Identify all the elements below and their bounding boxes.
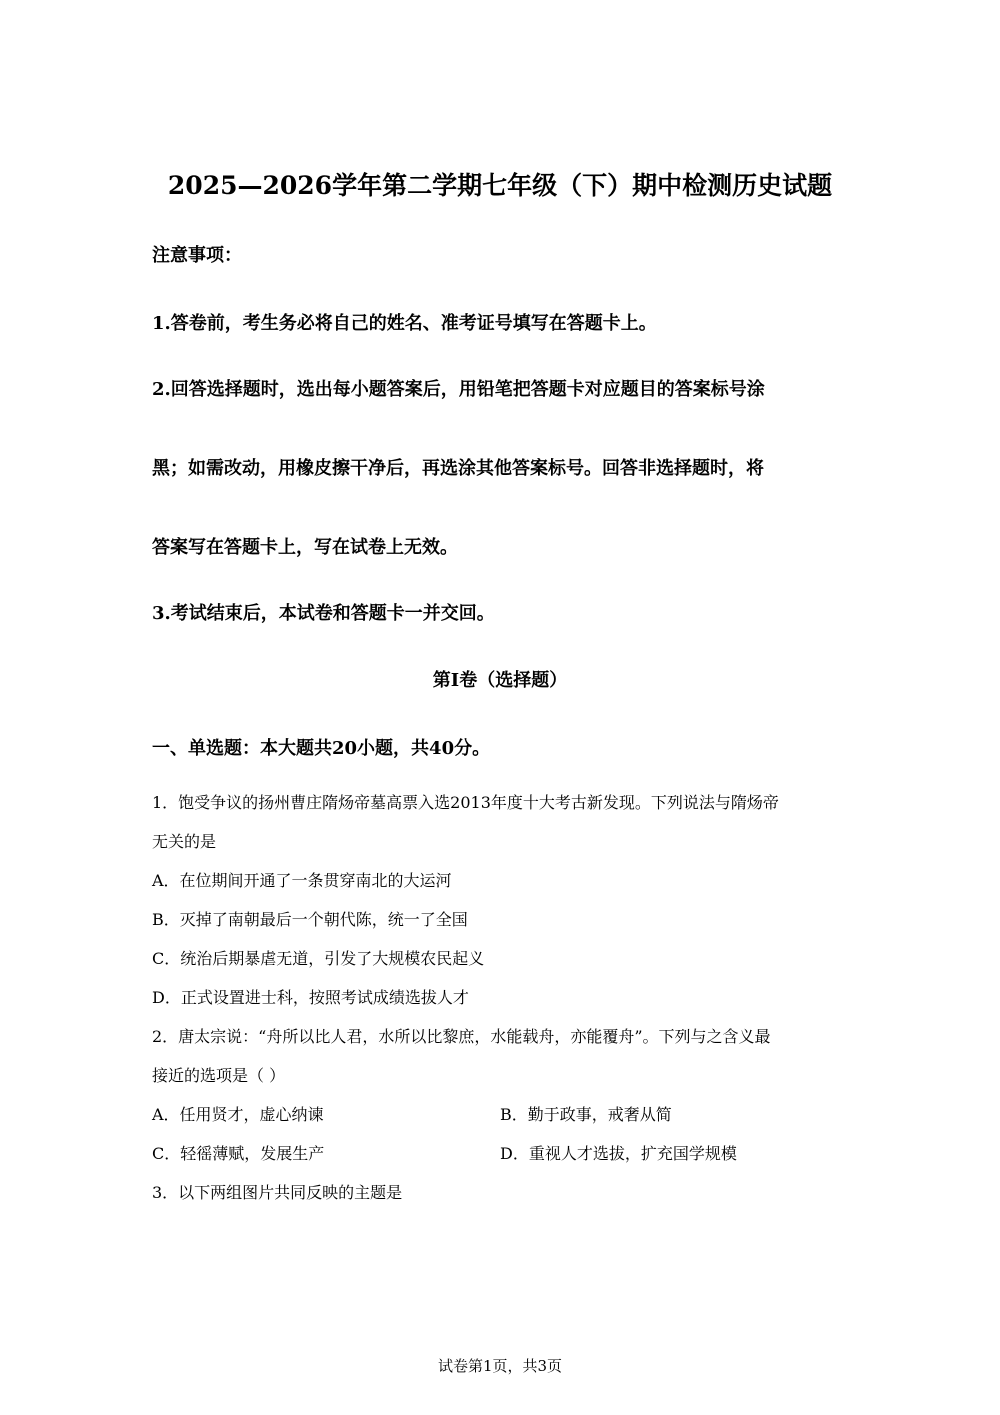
question-1-stem-cont: 无关的是: [152, 832, 217, 851]
part-heading: 一、单选题：本大题共20小题，共40分。: [152, 738, 491, 759]
question-1-option-a: A．在位期间开通了一条贯穿南北的大运河: [152, 871, 452, 890]
question-2-stem-cont: 接近的选项是（ ）: [152, 1066, 286, 1085]
notice-line-2c: 答案写在答题卡上，写在试卷上无效。: [152, 537, 458, 558]
notice-line-2b: 黑；如需改动，用橡皮擦干净后，再选涂其他答案标号。回答非选择题时，将: [152, 458, 764, 479]
notice-line-3: 3.考试结束后，本试卷和答题卡一并交回。: [152, 603, 495, 624]
question-3-stem: 3．以下两组图片共同反映的主题是: [152, 1183, 403, 1202]
question-1-option-d: D．正式设置进士科，按照考试成绩选拔人才: [152, 988, 469, 1007]
question-2-option-d: D．重视人才选拔，扩充国学规模: [500, 1144, 737, 1163]
question-1-option-c: C．统治后期暴虐无道，引发了大规模农民起义: [152, 949, 485, 968]
notice-line-2a: 2.回答选择题时，选出每小题答案后，用铅笔把答题卡对应题目的答案标号涂: [152, 379, 765, 400]
question-1-option-b: B．灭掉了南朝最后一个朝代陈，统一了全国: [152, 910, 468, 929]
exam-title: 2025—2026学年第二学期七年级（下）期中检测历史试题: [167, 171, 833, 200]
question-1-stem: 1．饱受争议的扬州曹庄隋炀帝墓高票入选2013年度十大考古新发现。下列说法与隋炀帝: [152, 793, 779, 812]
question-2-option-a: A．任用贤才，虚心纳谏: [152, 1105, 324, 1124]
question-2-stem: 2．唐太宗说：“舟所以比人君，水所以比黎庶，水能载舟，亦能覆舟”。下列与之含义最: [152, 1027, 771, 1046]
notice-line-1: 1.答卷前，考生务必将自己的姓名、准考证号填写在答题卡上。: [152, 313, 657, 334]
notice-heading: 注意事项：: [152, 245, 242, 266]
question-2-option-c: C．轻徭薄赋，发展生产: [152, 1144, 325, 1163]
page-footer: 试卷第1页，共3页: [437, 1357, 563, 1375]
section-title: 第Ⅰ卷（选择题）: [432, 670, 568, 691]
question-2-option-b: B．勤于政事，戒奢从简: [500, 1105, 672, 1124]
